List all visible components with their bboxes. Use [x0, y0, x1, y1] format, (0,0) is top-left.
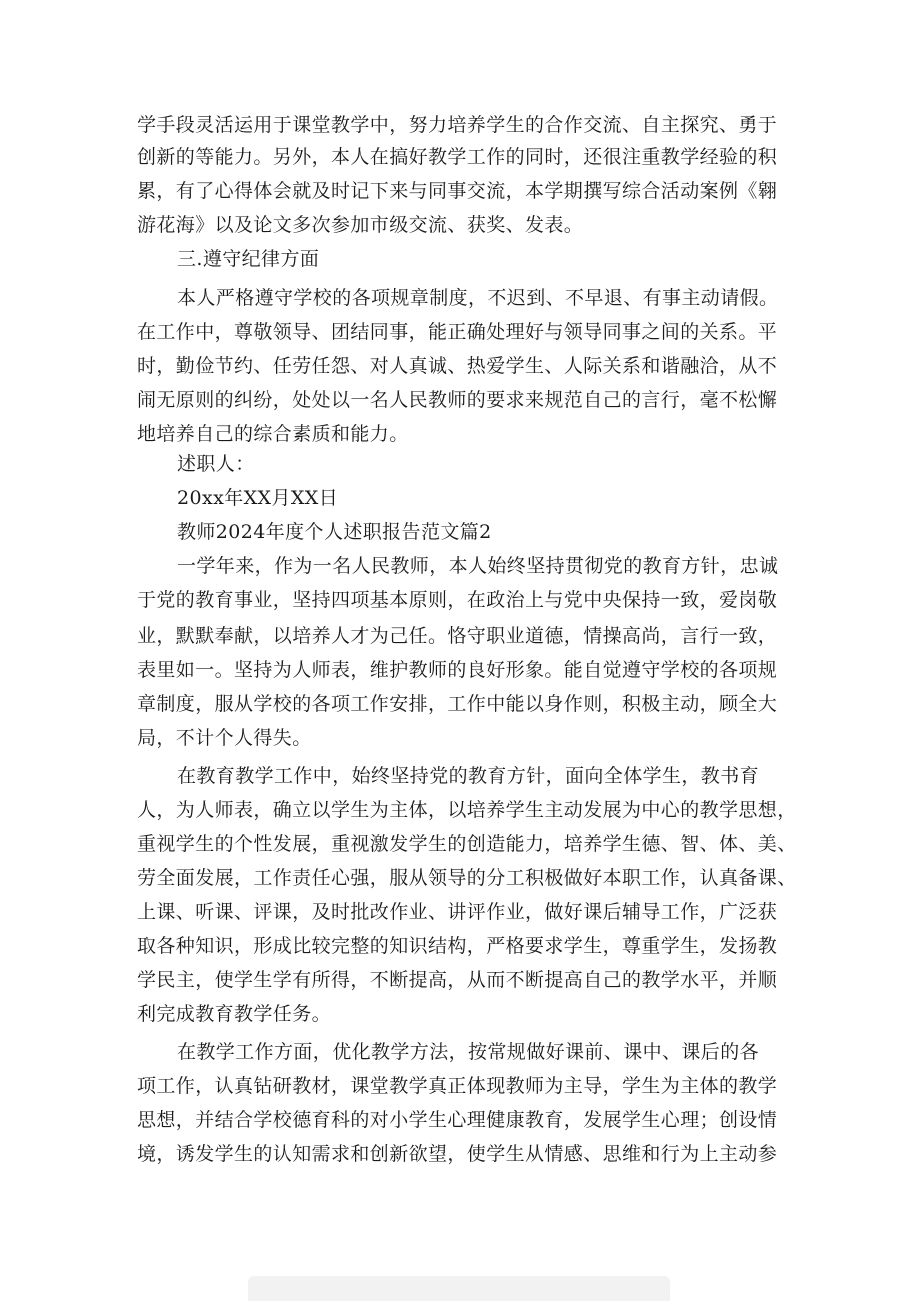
text-line: 项工作，认真钻研教材，课堂教学真正体现教师为主导，学生为主体的教学: [137, 1075, 778, 1097]
text-line: 学手段灵活运用于课堂教学中，努力培养学生的合作交流、自主探究、勇于: [137, 114, 778, 136]
text-line: 本人严格遵守学校的各项规章制度，不迟到、不早退、有事主动请假。: [177, 287, 779, 309]
article-title: 教师2024年度个人述职报告范文篇2: [177, 521, 492, 543]
text-line: 于党的教育事业，坚持四项基本原则，在政治上与党中央保持一致，爱岗敬: [137, 589, 778, 611]
text-line: 重视学生的个性发展，重视激发学生的创造能力，培养学生德、智、体、美、: [137, 833, 797, 855]
section-heading: 三.遵守纪律方面: [177, 248, 320, 270]
text-line: 闹无原则的纠纷，处处以一名人民教师的要求来规范自己的言行，毫不松懈: [137, 389, 778, 411]
text-line: 地培养自己的综合素质和能力。: [137, 423, 409, 445]
text-line: 局，不计个人得失。: [137, 727, 312, 749]
text-line: 时，勤俭节约、任劳任怨、对人真诚、热爱学生、人际关系和谐融洽，从不: [137, 355, 778, 377]
text-line: 境，诱发学生的认知需求和创新欲望，使学生从情感、思维和行为上主动参: [137, 1143, 778, 1165]
text-line: 创新的等能力。另外，本人在搞好教学工作的同时，还很注重教学经验的积: [137, 146, 778, 168]
text-line: 利完成教育教学任务。: [137, 1003, 332, 1025]
text-line: 学民主，使学生学有所得，不断提高，从而不断提高自己的教学水平，并顺: [137, 969, 778, 991]
text-line: 取各种知识，形成比较完整的知识结构，严格要求学生，尊重学生，发扬教: [137, 935, 778, 957]
text-line: 表里如一。坚持为人师表，维护教师的良好形象。能自觉遵守学校的各项规: [137, 659, 778, 681]
text-line: 章制度，服从学校的各项工作安排，工作中能以身作则，积极主动，顾全大: [137, 693, 778, 715]
text-line: 累，有了心得体会就及时记下来与同事交流，本学期撰写综合活动案例《翱: [137, 180, 778, 202]
text-line: 上课、听课、评课，及时批改作业、讲评作业，做好课后辅导工作，广泛获: [137, 901, 778, 923]
text-line: 一学年来，作为一名人民教师，本人始终坚持贯彻党的教育方针，忠诚: [177, 555, 779, 577]
date-line: 20xx年XX月XX日: [177, 487, 339, 509]
text-line: 在工作中，尊敬领导、团结同事，能正确处理好与领导同事之间的关系。平: [137, 321, 778, 343]
text-line: 人，为人师表，确立以学生为主体，以培养学生主动发展为中心的教学思想，: [137, 799, 797, 821]
text-line: 业，默默奉献，以培养人才为己任。恪守职业道德，情操高尚，言行一致，: [137, 625, 778, 647]
text-line: 在教学工作方面，优化教学方法，按常规做好课前、课中、课后的各: [177, 1041, 760, 1063]
text-line: 游花海》以及论文多次参加市级交流、获奖、发表。: [137, 214, 584, 236]
footer-bar: [248, 1276, 670, 1301]
text-line: 劳全面发展，工作责任心强，服从领导的分工积极做好本职工作，认真备课、: [137, 867, 797, 889]
signature-label: 述职人：: [177, 453, 255, 475]
text-line: 思想，并结合学校德育科的对小学生心理健康教育，发展学生心理；创设情: [137, 1109, 778, 1131]
text-line: 在教育教学工作中，始终坚持党的教育方针，面向全体学生，教书育: [177, 765, 760, 787]
